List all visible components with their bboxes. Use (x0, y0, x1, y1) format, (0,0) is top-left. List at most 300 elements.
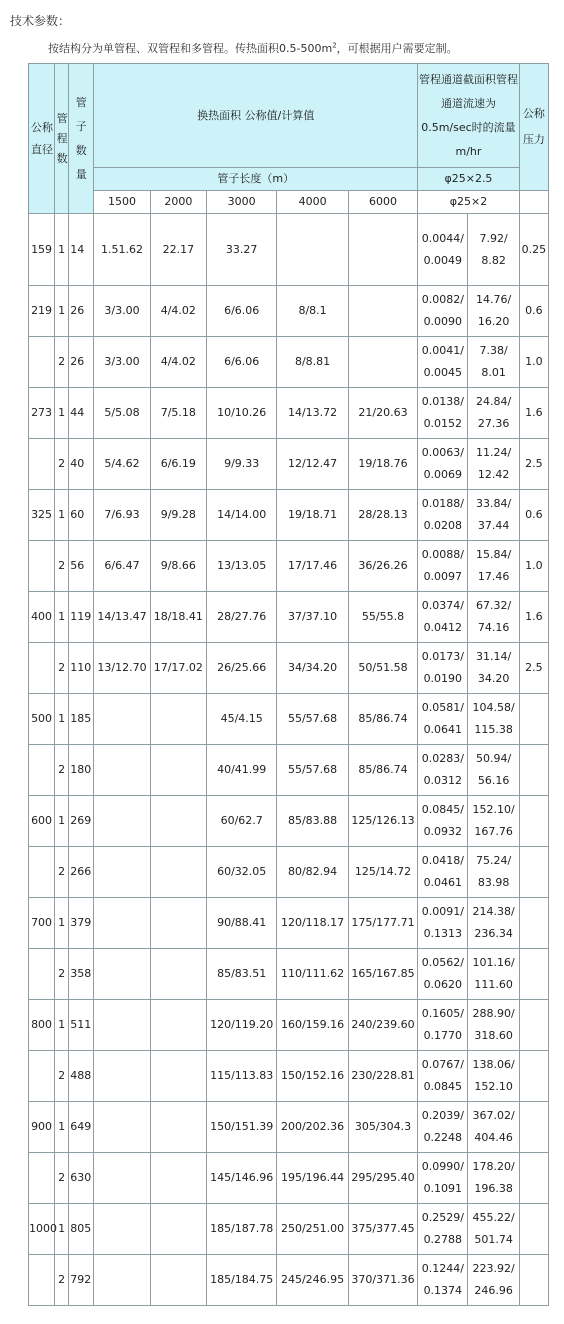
cell-4000 (277, 214, 348, 286)
cell-flow (468, 490, 519, 541)
cell-tubes: 358 (69, 949, 94, 1000)
cell-2000 (150, 694, 206, 745)
cell-3000: 85/83.51 (206, 949, 276, 1000)
cell-pressure (519, 949, 548, 1000)
cell-4000: 34/34.20 (277, 643, 348, 694)
cell-flow (468, 1102, 519, 1153)
cell-pass: 1 (55, 214, 69, 286)
flow-line-1: 367.02/ (472, 1109, 515, 1122)
cell-6000 (348, 337, 417, 388)
cell-pass: 1 (55, 1000, 69, 1051)
cell-4000: 55/57.68 (277, 745, 348, 796)
flow-line-2: 115.38 (474, 723, 513, 736)
header-blank (519, 191, 548, 214)
flow-line-2: 236.34 (474, 927, 513, 940)
cell-pass: 2 (55, 949, 69, 1000)
flow-line-2: 404.46 (474, 1131, 513, 1144)
section-line-2: 0.0045 (423, 366, 463, 379)
table-row (29, 541, 549, 592)
cell-flow (468, 643, 519, 694)
section-line-1: 0.2039/ (421, 1109, 464, 1122)
cell-pass: 1 (55, 796, 69, 847)
cell-flow (468, 337, 519, 388)
cell-dn: 273 (29, 388, 55, 439)
table-row (29, 796, 549, 847)
cell-dn (29, 847, 55, 898)
section-line-2: 0.0845 (423, 1080, 463, 1093)
table-row (29, 439, 549, 490)
cell-dn: 325 (29, 490, 55, 541)
section-line-1: 0.0188/ (421, 497, 464, 510)
cell-2000 (150, 1204, 206, 1255)
header-pressure: 公称压力 (519, 64, 548, 191)
cell-pass: 1 (55, 490, 69, 541)
cell-1500 (94, 1153, 150, 1204)
cell-6000 (348, 214, 417, 286)
cell-section (418, 1051, 468, 1102)
cell-4000: 37/37.10 (277, 592, 348, 643)
flow-line-2: 246.96 (474, 1284, 513, 1297)
cell-tubes: 488 (69, 1051, 94, 1102)
header-length-6000: 6000 (348, 191, 417, 214)
flow-line-1: 75.24/ (475, 854, 512, 867)
cell-tubes: 630 (69, 1153, 94, 1204)
cell-6000: 36/26.26 (348, 541, 417, 592)
cell-4000: 195/196.44 (277, 1153, 348, 1204)
table-row (29, 949, 549, 1000)
header-length: 管子长度（m） (94, 168, 418, 191)
cell-6000: 165/167.85 (348, 949, 417, 1000)
section-line-2: 0.1091 (423, 1182, 463, 1195)
cell-section (418, 214, 468, 286)
cell-tubes: 185 (69, 694, 94, 745)
cell-6000: 295/295.40 (348, 1153, 417, 1204)
cell-2000 (150, 898, 206, 949)
cell-6000: 19/18.76 (348, 439, 417, 490)
table-body (29, 214, 549, 1306)
flow-line-2: 17.46 (477, 570, 510, 583)
cell-3000: 26/25.66 (206, 643, 276, 694)
cell-2000 (150, 1153, 206, 1204)
flow-line-1: 67.32/ (475, 599, 512, 612)
flow-line-1: 178.20/ (472, 1160, 515, 1173)
cell-pass: 2 (55, 745, 69, 796)
cell-section (418, 286, 468, 337)
section-line-2: 0.0208 (423, 519, 463, 532)
cell-flow (468, 898, 519, 949)
cell-1500: 5/5.08 (94, 388, 150, 439)
cell-2000 (150, 847, 206, 898)
flow-line-1: 288.90/ (472, 1007, 515, 1020)
cell-3000: 33.27 (206, 214, 276, 286)
cell-pass: 1 (55, 286, 69, 337)
flow-line-2: 111.60 (474, 978, 513, 991)
header-tubes: 管子数量 (69, 64, 94, 214)
flow-line-2: 37.44 (477, 519, 510, 532)
table-row (29, 643, 549, 694)
cell-section (418, 1255, 468, 1306)
cell-3000: 6/6.06 (206, 286, 276, 337)
cell-pass: 1 (55, 694, 69, 745)
flow-line-1: 152.10/ (472, 803, 515, 816)
section-line-2: 0.0190 (423, 672, 463, 685)
table-row (29, 337, 549, 388)
description-text (48, 40, 458, 56)
cell-pressure: 0.25 (519, 214, 548, 286)
flow-line-2: 501.74 (474, 1233, 513, 1246)
table-row (29, 898, 549, 949)
header-length-1500: 1500 (94, 191, 150, 214)
cell-tubes: 44 (69, 388, 94, 439)
flow-line-1: 50.94/ (475, 752, 512, 765)
cell-1500 (94, 1255, 150, 1306)
cell-section (418, 847, 468, 898)
cell-6000: 375/377.45 (348, 1204, 417, 1255)
section-line-1: 0.0418/ (421, 854, 464, 867)
section-line-2: 0.0620 (423, 978, 463, 991)
cell-tubes: 805 (69, 1204, 94, 1255)
cell-flow (468, 949, 519, 1000)
section-line-1: 0.0138/ (421, 395, 464, 408)
cell-flow (468, 1255, 519, 1306)
cell-1500 (94, 949, 150, 1000)
cell-pressure (519, 1204, 548, 1255)
cell-4000: 80/82.94 (277, 847, 348, 898)
cell-6000: 85/86.74 (348, 745, 417, 796)
cell-6000: 28/28.13 (348, 490, 417, 541)
cell-pressure: 2.5 (519, 439, 548, 490)
cell-1500 (94, 694, 150, 745)
cell-pressure (519, 694, 548, 745)
cell-flow (468, 1000, 519, 1051)
cell-3000: 13/13.05 (206, 541, 276, 592)
cell-3000: 145/146.96 (206, 1153, 276, 1204)
cell-1500: 3/3.00 (94, 286, 150, 337)
cell-tubes: 60 (69, 490, 94, 541)
cell-tubes: 40 (69, 439, 94, 490)
cell-4000: 85/83.88 (277, 796, 348, 847)
table-row (29, 745, 549, 796)
cell-pressure: 1.6 (519, 388, 548, 439)
cell-pass: 1 (55, 898, 69, 949)
cell-1500 (94, 745, 150, 796)
cell-6000: 175/177.71 (348, 898, 417, 949)
flow-line-1: 14.76/ (475, 293, 512, 306)
cell-4000: 250/251.00 (277, 1204, 348, 1255)
cell-section (418, 337, 468, 388)
cell-pass: 1 (55, 1102, 69, 1153)
header-channel: 管程通道截面积管程通道流速为0.5m/sec时的流量m/hr (418, 64, 520, 168)
cell-pass: 2 (55, 439, 69, 490)
section-line-1: 0.0091/ (421, 905, 464, 918)
description-prefix: 按结构分为单管程、双管程和多管程。传热面积0.5-500m (48, 42, 333, 55)
cell-pressure (519, 847, 548, 898)
cell-pressure: 0.6 (519, 490, 548, 541)
cell-1500: 14/13.47 (94, 592, 150, 643)
cell-dn (29, 1153, 55, 1204)
flow-line-1: 33.84/ (475, 497, 512, 510)
cell-dn: 500 (29, 694, 55, 745)
cell-section (418, 643, 468, 694)
table-row (29, 847, 549, 898)
cell-2000 (150, 1051, 206, 1102)
section-line-2: 0.1374 (423, 1284, 463, 1297)
table-header (29, 64, 549, 214)
table-row (29, 1255, 549, 1306)
section-line-1: 0.0041/ (421, 344, 464, 357)
cell-1500 (94, 1051, 150, 1102)
cell-section (418, 694, 468, 745)
section-line-1: 0.0082/ (421, 293, 464, 306)
spec-table (28, 63, 549, 1306)
cell-3000: 185/187.78 (206, 1204, 276, 1255)
cell-2000: 18/18.41 (150, 592, 206, 643)
cell-pass: 2 (55, 541, 69, 592)
cell-2000: 22.17 (150, 214, 206, 286)
cell-pressure (519, 1000, 548, 1051)
cell-6000: 50/51.58 (348, 643, 417, 694)
flow-line-2: 318.60 (474, 1029, 513, 1042)
cell-4000: 160/159.16 (277, 1000, 348, 1051)
cell-tubes: 56 (69, 541, 94, 592)
cell-pressure: 1.0 (519, 337, 548, 388)
cell-tubes: 26 (69, 337, 94, 388)
cell-section (418, 1000, 468, 1051)
cell-dn (29, 1255, 55, 1306)
cell-4000: 17/17.46 (277, 541, 348, 592)
cell-pass: 2 (55, 1051, 69, 1102)
cell-2000: 9/8.66 (150, 541, 206, 592)
header-length-3000: 3000 (206, 191, 276, 214)
cell-2000 (150, 796, 206, 847)
cell-3000: 14/14.00 (206, 490, 276, 541)
section-line-1: 0.0173/ (421, 650, 464, 663)
section-line-2: 0.0312 (423, 774, 463, 787)
flow-line-2: 8.82 (481, 253, 506, 267)
cell-2000 (150, 745, 206, 796)
flow-line-2: 16.20 (477, 315, 510, 328)
section-line-2: 0.0461 (423, 876, 463, 889)
cell-4000: 8/8.1 (277, 286, 348, 337)
cell-3000: 115/113.83 (206, 1051, 276, 1102)
flow-line-2: 12.42 (477, 468, 510, 481)
cell-4000: 200/202.36 (277, 1102, 348, 1153)
cell-pressure: 1.0 (519, 541, 548, 592)
table-row (29, 592, 549, 643)
cell-6000: 305/304.3 (348, 1102, 417, 1153)
section-line-1: 0.1244/ (421, 1262, 464, 1275)
cell-pass: 2 (55, 643, 69, 694)
flow-line-2: 8.01 (481, 366, 506, 379)
flow-line-1: 11.24/ (475, 446, 512, 459)
cell-2000 (150, 1102, 206, 1153)
cell-6000: 85/86.74 (348, 694, 417, 745)
cell-flow (468, 745, 519, 796)
cell-pressure (519, 796, 548, 847)
cell-4000: 19/18.71 (277, 490, 348, 541)
header-length-2000: 2000 (150, 191, 206, 214)
cell-1500 (94, 847, 150, 898)
section-line-2: 0.1770 (423, 1029, 463, 1042)
section-line-1: 0.0581/ (421, 701, 464, 714)
table-row (29, 1051, 549, 1102)
cell-flow (468, 214, 519, 286)
cell-section (418, 388, 468, 439)
flow-line-2: 34.20 (477, 672, 510, 685)
cell-section (418, 439, 468, 490)
section-line-2: 0.0412 (423, 621, 463, 634)
cell-6000: 370/371.36 (348, 1255, 417, 1306)
cell-pressure (519, 1153, 548, 1204)
cell-flow (468, 847, 519, 898)
flow-line-1: 15.84/ (475, 548, 512, 561)
cell-dn (29, 337, 55, 388)
table-row (29, 1102, 549, 1153)
section-line-1: 0.0063/ (421, 446, 464, 459)
section-line-1: 0.1605/ (421, 1007, 464, 1020)
cell-flow (468, 592, 519, 643)
cell-pass: 2 (55, 847, 69, 898)
cell-section (418, 949, 468, 1000)
cell-tubes: 14 (69, 214, 94, 286)
cell-3000: 90/88.41 (206, 898, 276, 949)
table-row (29, 1000, 549, 1051)
cell-6000: 55/55.8 (348, 592, 417, 643)
flow-line-1: 101.16/ (472, 956, 515, 969)
section-line-1: 0.0044/ (421, 231, 464, 245)
cell-4000: 55/57.68 (277, 694, 348, 745)
cell-tubes: 180 (69, 745, 94, 796)
section-line-2: 0.0152 (423, 417, 463, 430)
cell-4000: 110/111.62 (277, 949, 348, 1000)
cell-section (418, 1153, 468, 1204)
header-phi2: φ25×2 (418, 191, 520, 214)
flow-line-1: 24.84/ (475, 395, 512, 408)
cell-tubes: 792 (69, 1255, 94, 1306)
section-line-1: 0.0562/ (421, 956, 464, 969)
cell-3000: 28/27.76 (206, 592, 276, 643)
cell-1500: 1.51.62 (94, 214, 150, 286)
cell-dn (29, 1051, 55, 1102)
cell-tubes: 511 (69, 1000, 94, 1051)
cell-flow (468, 1204, 519, 1255)
cell-dn: 159 (29, 214, 55, 286)
cell-pressure: 1.6 (519, 592, 548, 643)
cell-2000: 9/9.28 (150, 490, 206, 541)
table-row (29, 490, 549, 541)
cell-flow (468, 439, 519, 490)
cell-1500 (94, 898, 150, 949)
cell-2000 (150, 1000, 206, 1051)
cell-pass: 2 (55, 337, 69, 388)
cell-section (418, 796, 468, 847)
cell-4000: 245/246.95 (277, 1255, 348, 1306)
cell-pressure (519, 745, 548, 796)
cell-tubes: 26 (69, 286, 94, 337)
cell-dn: 900 (29, 1102, 55, 1153)
cell-flow (468, 286, 519, 337)
header-area: 换热面积 公称值/计算值 (94, 64, 418, 168)
cell-3000: 45/4.15 (206, 694, 276, 745)
cell-1500: 6/6.47 (94, 541, 150, 592)
header-length-4000: 4000 (277, 191, 348, 214)
flow-line-1: 223.92/ (472, 1262, 515, 1275)
header-dn: 公称直径 (29, 64, 55, 214)
section-line-2: 0.0049 (423, 253, 463, 267)
description-suffix: ，可根据用户需要定制。 (336, 42, 458, 55)
cell-dn: 700 (29, 898, 55, 949)
cell-dn: 600 (29, 796, 55, 847)
cell-dn: 219 (29, 286, 55, 337)
cell-dn (29, 439, 55, 490)
section-line-1: 0.2529/ (421, 1211, 464, 1224)
cell-dn (29, 745, 55, 796)
cell-flow (468, 388, 519, 439)
section-line-1: 0.0283/ (421, 752, 464, 765)
flow-line-1: 7.38/ (479, 344, 508, 357)
table-row (29, 1204, 549, 1255)
cell-section (418, 541, 468, 592)
cell-3000: 185/184.75 (206, 1255, 276, 1306)
flow-line-1: 31.14/ (475, 650, 512, 663)
cell-pressure: 2.5 (519, 643, 548, 694)
cell-dn (29, 643, 55, 694)
cell-section (418, 745, 468, 796)
section-line-2: 0.0090 (423, 315, 463, 328)
section-line-1: 0.0088/ (421, 548, 464, 561)
table-row (29, 694, 549, 745)
section-line-2: 0.2788 (423, 1233, 463, 1246)
cell-tubes: 110 (69, 643, 94, 694)
cell-pressure (519, 898, 548, 949)
cell-2000: 4/4.02 (150, 337, 206, 388)
cell-4000: 120/118.17 (277, 898, 348, 949)
section-title: 技术参数： (10, 14, 71, 28)
cell-4000: 150/152.16 (277, 1051, 348, 1102)
cell-6000: 125/14.72 (348, 847, 417, 898)
cell-1500: 7/6.93 (94, 490, 150, 541)
cell-dn: 800 (29, 1000, 55, 1051)
cell-flow (468, 796, 519, 847)
cell-4000: 14/13.72 (277, 388, 348, 439)
cell-3000: 9/9.33 (206, 439, 276, 490)
cell-flow (468, 1051, 519, 1102)
cell-1500 (94, 1000, 150, 1051)
flow-line-1: 104.58/ (472, 701, 515, 714)
cell-dn: 400 (29, 592, 55, 643)
cell-1500: 3/3.00 (94, 337, 150, 388)
flow-line-1: 214.38/ (472, 905, 515, 918)
section-line-1: 0.0374/ (421, 599, 464, 612)
cell-6000: 125/126.13 (348, 796, 417, 847)
cell-1500 (94, 1204, 150, 1255)
cell-tubes: 119 (69, 592, 94, 643)
cell-6000: 21/20.63 (348, 388, 417, 439)
cell-pressure (519, 1102, 548, 1153)
cell-2000: 7/5.18 (150, 388, 206, 439)
cell-section (418, 592, 468, 643)
cell-dn: 1000 (29, 1204, 55, 1255)
cell-pressure (519, 1051, 548, 1102)
cell-3000: 40/41.99 (206, 745, 276, 796)
cell-pass: 1 (55, 592, 69, 643)
cell-1500: 13/12.70 (94, 643, 150, 694)
section-line-1: 0.0990/ (421, 1160, 464, 1173)
description-superscript: 2 (332, 41, 337, 50)
section-line-2: 0.0932 (423, 825, 463, 838)
cell-pass: 1 (55, 1204, 69, 1255)
section-line-2: 0.0641 (423, 723, 463, 736)
